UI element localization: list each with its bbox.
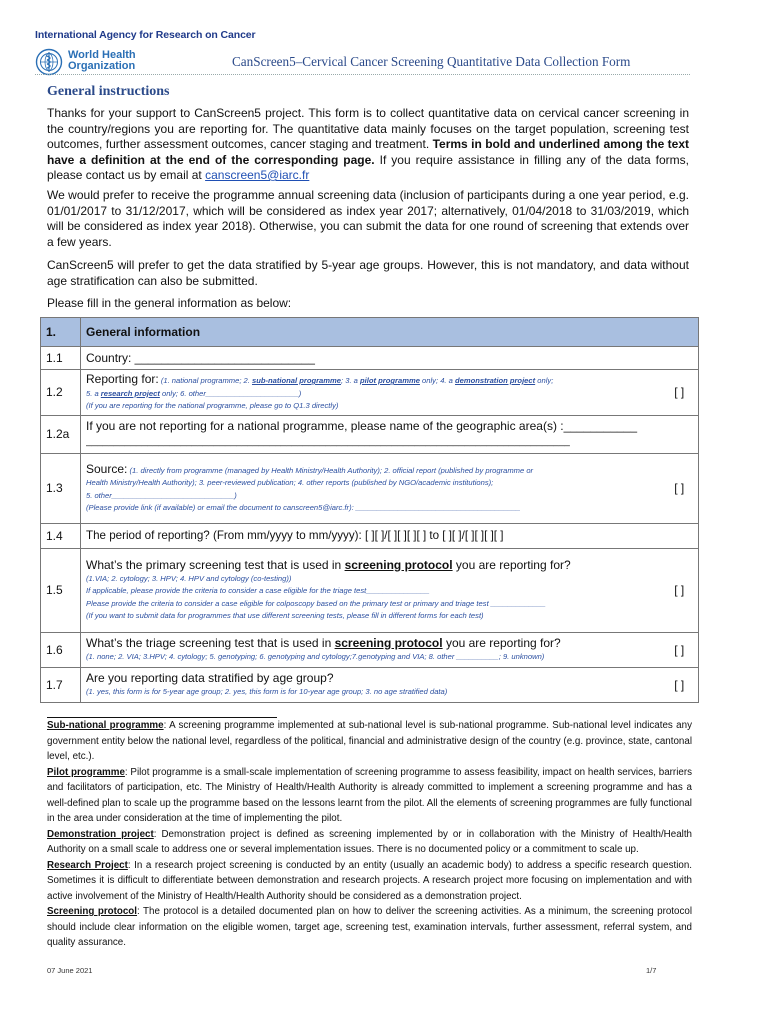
who-name-line1: World Health — [68, 49, 136, 61]
answer-line: _______________________________________________________________________________________ — [86, 436, 570, 447]
general-information-table — [40, 317, 699, 703]
option-text: ; 3. a — [341, 376, 361, 385]
instructions-paragraph-4: Please fill in the general information as below: — [47, 296, 292, 310]
option-text: (If you want to submit data for programmes that use different screening tests, please fill in different forms for each test) — [86, 611, 484, 620]
row-number: 1.5 — [41, 548, 81, 632]
p1-bold-text: Terms in bold and underlined among the text have a definition at the end of the corresponding page. — [47, 137, 690, 167]
question-label: What’s the triage screening test that is used in — [86, 635, 335, 650]
table-header-row — [41, 318, 699, 347]
reporting-for-question — [81, 370, 661, 416]
row-1-2 — [41, 370, 699, 416]
row-1-2a — [41, 415, 699, 453]
header-label: General information — [81, 318, 699, 347]
p1-text-a: Thanks for your support to CanScreen5 project. This form is to collect quantitative data on cervical cancer screening in the country/regions you are reporting for. The quantitative data mainly focuses on the target population, screening test outcomes, further assessment outcomes, cancer staging and treatment. — [47, 106, 689, 151]
row-number: 1.6 — [41, 632, 81, 667]
header-divider — [35, 74, 690, 75]
instructions-paragraph-3: CanScreen5 will prefer to get the data stratified by 5-year age groups. However, this is not mandatory, and data without age stratification can also be submitted. — [47, 258, 689, 288]
row-number: 1.7 — [41, 667, 81, 702]
term-demonstration: demonstration project — [454, 376, 536, 385]
who-emblem-icon — [35, 48, 63, 76]
definition-text: : Pilot programme is a small-scale implementation of screening programme to assess feasibility, impact on health services, barriers and facilitators of participation, etc. The Ministry of Health/Health Authority is already committed to implement a screening programme and has a well-defined plan to scale up the programme based on the lessons learnt from the pilot. All the elements of screening programmes are fully functional in the area under consideration at the time of implementing the pilot. — [47, 766, 692, 824]
definition-term: Screening protocol — [47, 906, 138, 917]
row-1-1 — [41, 347, 699, 370]
option-text: (1. yes, this form is for 5-year age group; 2. yes, this form is for 10-year age group; 3. no age stratified data) — [86, 686, 448, 696]
definition-item — [47, 827, 692, 858]
definition-term: Pilot programme — [47, 766, 125, 778]
option-text: 5. a — [86, 388, 101, 398]
footer-date: 07 June 2021 — [47, 966, 93, 975]
option-text: Health Ministry/Health Authority); 3. peer-reviewed publication; 4. other reports (published by NGO/academic institutions); — [86, 478, 494, 487]
reporting-for-answer-box[interactable]: [ ] — [661, 370, 699, 416]
definition-term: Research Project — [47, 859, 128, 871]
triage-test-question — [81, 632, 661, 667]
geographic-area-field[interactable] — [81, 415, 699, 453]
row-number: 1.2a — [41, 415, 81, 453]
option-text: (1. none; 2. VIA; 3.HPV; 4. cytology; 5. genotyping; 6. genotyping and cytology;7.genotyping and VIA; 8. other __________; 9. unknown) — [86, 651, 545, 661]
header-number: 1. — [41, 318, 81, 347]
primary-test-question — [81, 548, 661, 632]
definitions — [47, 718, 692, 951]
primary-test-answer-box[interactable]: [ ] — [661, 548, 699, 632]
question-label: you are reporting for? — [442, 635, 561, 650]
definition-item — [47, 765, 692, 827]
row-number: 1.2 — [41, 370, 81, 416]
instructions-paragraph-1 — [47, 106, 689, 184]
row-1-5 — [41, 548, 699, 632]
row-1-6 — [41, 632, 699, 667]
source-answer-box[interactable]: [ ] — [661, 453, 699, 523]
definition-term: Sub-national programme — [47, 720, 164, 731]
definition-term: Demonstration project — [47, 828, 154, 840]
option-text: (1. national programme; 2. — [158, 376, 252, 385]
question-label: Are you reporting data stratified by age group? — [86, 670, 334, 685]
triage-test-answer-box[interactable]: [ ] — [661, 632, 699, 667]
contact-email-link[interactable]: canscreen5@iarc.fr — [205, 168, 310, 182]
source-question — [81, 453, 661, 523]
p1-text-b: If you require assistance in filling any of the data forms, please contact us by email at — [47, 152, 690, 182]
option-text: Please provide the criteria to consider a case eligible for colposcopy based on the primary test or primary and triage test _____________ — [86, 598, 546, 608]
option-text: (1.VIA; 2. cytology; 3. HPV; 4. HPV and cytology (co-testing)) — [86, 573, 292, 583]
option-text: 5. other_____________________________) — [86, 490, 237, 500]
age-group-question — [81, 667, 661, 702]
reporting-period-field[interactable]: The period of reporting? (From mm/yyyy to mm/yyyy): [ ][ ]/[ ][ ][ ][ ] to [ ][ ]/[ ][ ][ ][ ] — [81, 523, 699, 548]
question-label: Source: — [86, 461, 128, 476]
question-label: Reporting for: — [86, 372, 159, 386]
option-text: only; 4. a — [419, 376, 455, 385]
document-title: CanScreen5–Cervical Cancer Screening Quantitative Data Collection Form — [232, 54, 631, 69]
instructions-heading: General instructions — [47, 84, 170, 99]
term-sub-national: sub-national programme — [251, 376, 342, 385]
option-text: (Please provide link (if available) or email the document to canscreen5@iarc.fr): _______________________________________ — [86, 503, 521, 512]
definition-text: : A screening programme implemented at sub-national level is sub-national programme. Sub-national level indicates any government entity below the national level, regardless of the political, financial and administrative design of the country (e.g. province, state, cantonal level, etc.). — [47, 720, 692, 762]
option-text: only; — [535, 376, 554, 385]
definition-item — [47, 858, 692, 905]
age-group-answer-box[interactable]: [ ] — [661, 667, 699, 702]
question-label: you are reporting for? — [452, 557, 571, 572]
row-number: 1.4 — [41, 523, 81, 548]
option-text: If applicable, please provide the criteria to consider a case eligible for the triage test_______________ — [86, 586, 430, 595]
page-number: 1/7 — [646, 966, 657, 975]
term-screening-protocol: screening protocol — [334, 635, 443, 650]
question-label: If you are not reporting for a national programme, please name of the geographic area(s) :___________ — [86, 419, 638, 433]
instructions-paragraph-2: We would prefer to receive the programme annual screening data (inclusion of participants during a one year period, e.g. 01/01/2017 to 31/12/2017, which will be considered as index year 2017; alternatively, 01/04/2018 to 31/03/2019, which will be considered as index year 2018). Otherwise, you can submit the data for one round of screening that extends over a few years. — [47, 188, 689, 249]
option-text: only; 6. other______________________) — [159, 388, 302, 398]
row-number: 1.3 — [41, 453, 81, 523]
definition-text: : Demonstration project is defined as screening implemented by or in collaboration with the Ministry of Health/Health Authority on a small scale to address one or several implementation issues. There is no documented policy or a commitment to scale up. — [47, 828, 692, 855]
definition-item — [47, 904, 692, 951]
row-1-7 — [41, 667, 699, 702]
row-1-4 — [41, 523, 699, 548]
term-research: research project — [100, 388, 160, 398]
question-note: (If you are reporting for the national programme, please go to Q1.3 directly) — [86, 401, 339, 410]
question-label: What’s the primary screening test that is used in — [86, 557, 345, 572]
iarc-logo-text: International Agency for Research on Cancer — [35, 29, 256, 41]
option-text: (1. directly from programme (managed by Health Ministry/Health Authority); 2. official report (published by programme or — [127, 465, 534, 475]
row-1-3 — [41, 453, 699, 523]
term-pilot: pilot programme — [360, 376, 420, 385]
definition-text: : The protocol is a detailed documented plan on how to deliver the screening activities. As a minimum, the screening protocol should include clear information on the eligible women, target age, screening test, examination intervals, further assessment, referral system, and quality assurance. — [47, 906, 692, 948]
definition-item — [47, 718, 692, 765]
definition-text: : In a research project screening is conducted by an entity (usually an academic body) to address a specific research question. Sometimes it is difficult to differentiate between demonstration and research projects. A research project more focusing on implementation and with active involvement of the Ministry of Health/Health Authority should be considered as a demonstration project. — [47, 859, 692, 902]
row-number: 1.1 — [41, 347, 81, 370]
term-screening-protocol: screening protocol — [344, 557, 453, 572]
country-field[interactable]: Country: ___________________________ — [81, 347, 699, 370]
who-name — [68, 50, 136, 72]
who-name-line2: Organization — [68, 60, 136, 72]
